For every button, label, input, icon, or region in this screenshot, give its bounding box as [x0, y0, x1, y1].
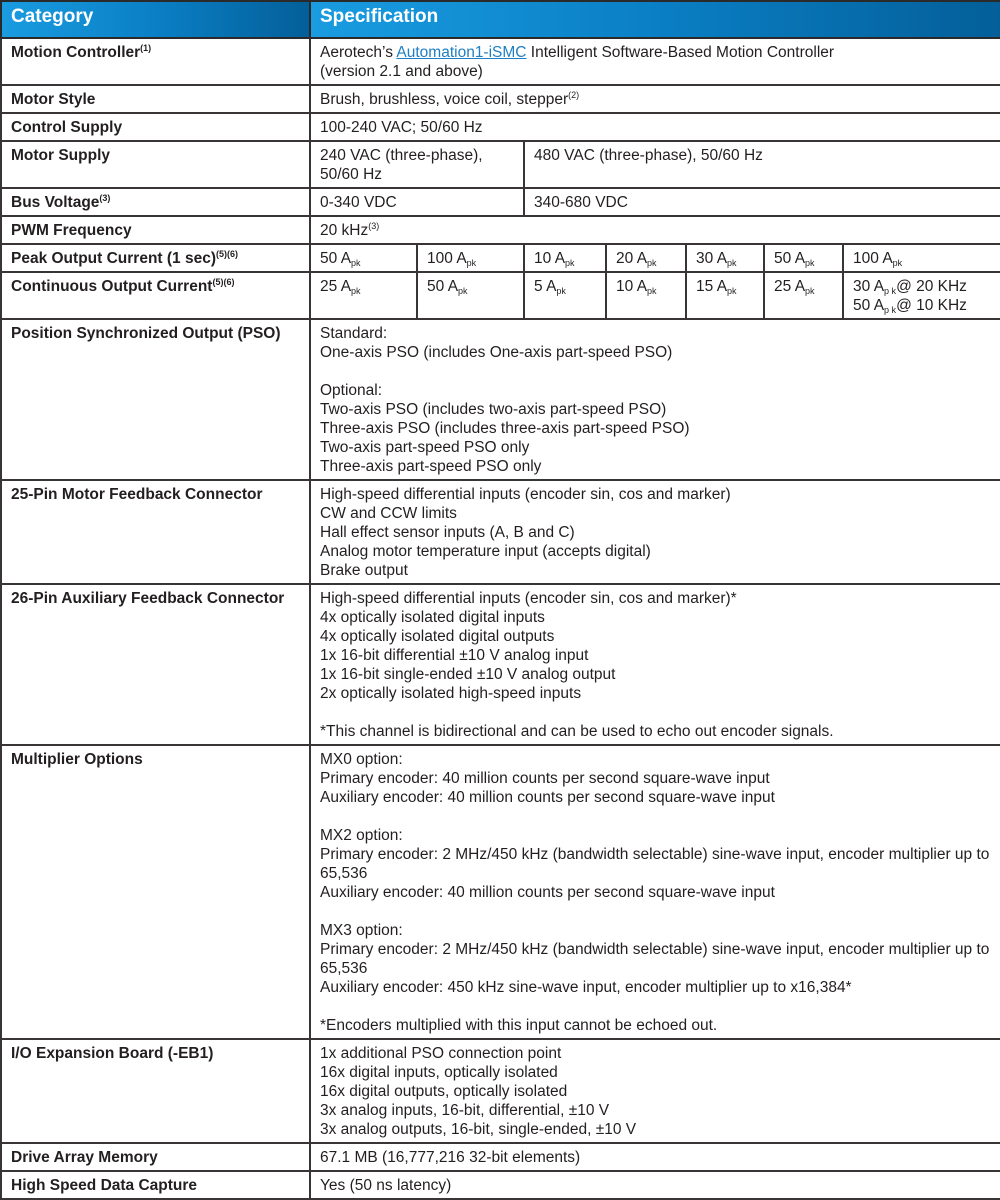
value-line: 1x additional PSO connection point [320, 1045, 562, 1062]
current-value: 30 [696, 250, 714, 267]
value-line: Primary encoder: 2 MHz/450 kHz (bandwidth selectable) sine-wave input, encoder multiplier up to 65,536 [320, 941, 994, 977]
table-row-motor-feedback-connector [1, 480, 1000, 584]
unit: A [873, 278, 885, 295]
current-value: 50 [853, 297, 871, 314]
unit-sub: pk [458, 286, 468, 296]
current-cell [524, 272, 606, 319]
value-line: One-axis PSO (includes One-axis part-speed PSO) [320, 344, 673, 361]
value-line: High-speed differential inputs (encoder sin, cos and marker) [320, 486, 731, 503]
unit-sub: pk [892, 258, 903, 268]
footnote-ref: (3) [99, 193, 111, 203]
row-label: 26-Pin Auxiliary Feedback Connector [1, 584, 310, 745]
value-line [853, 296, 993, 315]
row-label: I/O Expansion Board (-EB1) [1, 1039, 310, 1143]
unit-sub: pk [727, 286, 737, 296]
row-label: Drive Array Memory [1, 1143, 310, 1171]
table-row-peak-output-current [1, 244, 1000, 272]
current-value: 10 [616, 278, 634, 295]
unit-sub: pk [351, 286, 361, 296]
table-row-drive-array-memory [1, 1143, 1000, 1171]
current-value: 50 [774, 250, 792, 267]
row-label [1, 38, 310, 85]
spacer [320, 997, 993, 1016]
current-value: 100 [427, 250, 453, 267]
row-value [310, 480, 1000, 584]
current-cell [606, 244, 686, 272]
table-row-motor-style [1, 85, 1000, 113]
spacer [320, 703, 993, 722]
unit: A [636, 278, 648, 295]
current-value: 50 [427, 278, 445, 295]
footnote-ref: (2) [568, 90, 580, 100]
unit: A [882, 250, 893, 267]
value-line: CW and CCW limits [320, 505, 457, 522]
current-cell [764, 244, 843, 272]
label-text: Peak Output Current (1 sec) [11, 250, 216, 267]
value-line: 16x digital outputs, optically isolated [320, 1083, 568, 1100]
value-line: 3x analog outputs, 16-bit, single-ended, ±10 V [320, 1121, 637, 1138]
unit: A [716, 278, 728, 295]
unit: A [794, 250, 806, 267]
row-value [310, 319, 1000, 480]
footnote-ref: (3) [368, 221, 380, 231]
value-line: Auxiliary encoder: 450 kHz sine-wave input, encoder multiplier up to x16,384* [320, 979, 852, 996]
row-value-high: 340-680 VDC [524, 188, 1000, 216]
current-value: 15 [696, 278, 714, 295]
value-line: 50/60 Hz [320, 166, 383, 183]
table-row-io-expansion-board [1, 1039, 1000, 1143]
row-label: Multiplier Options [1, 745, 310, 1039]
footnote-ref: (1) [140, 43, 152, 53]
row-value [310, 38, 1000, 85]
label-text: Motion Controller [11, 44, 141, 61]
row-value [310, 1039, 1000, 1143]
value-line: Three-axis PSO (includes three-axis part-speed PSO) [320, 420, 690, 437]
row-value-low: 0-340 VDC [310, 188, 524, 216]
unit: A [873, 297, 885, 314]
value-text: 20 kHz [320, 222, 369, 239]
value-line: 4x optically isolated digital inputs [320, 609, 545, 626]
current-cell [686, 244, 764, 272]
table-row-auxiliary-feedback-connector [1, 584, 1000, 745]
current-cell [524, 244, 606, 272]
table-header-row [1, 1, 1000, 38]
unit: A [456, 250, 467, 267]
row-label: Motor Style [1, 85, 310, 113]
spacer [320, 902, 993, 921]
footnote-ref: (5)(6) [212, 277, 235, 287]
current-value: 25 [320, 278, 338, 295]
current-cell [310, 272, 417, 319]
unit-sub: p k [884, 286, 897, 296]
unit: A [554, 250, 566, 267]
row-label: PWM Frequency [1, 216, 310, 244]
value-line: Hall effect sensor inputs (A, B and C) [320, 524, 575, 541]
unit: A [340, 250, 352, 267]
footnote-ref: (5)(6) [216, 249, 238, 259]
row-label: 25-Pin Motor Feedback Connector [1, 480, 310, 584]
automation1-ismc-link[interactable]: Automation1-iSMC [396, 44, 527, 61]
footnote-text: *Encoders multiplied with this input cannot be echoed out. [320, 1017, 718, 1034]
unit-sub: pk [805, 258, 815, 268]
value-line: (version 2.1 and above) [320, 63, 483, 80]
value-line: Auxiliary encoder: 40 million counts per second square-wave input [320, 789, 775, 806]
unit-sub: pk [647, 258, 657, 268]
unit-sub: pk [466, 258, 477, 268]
value-line: Three-axis part-speed PSO only [320, 458, 542, 475]
value-line: 3x analog inputs, 16-bit, differential, ±10 V [320, 1102, 610, 1119]
table-row-control-supply [1, 113, 1000, 141]
unit: A [546, 278, 557, 295]
label-text: Continuous Output Current [11, 278, 213, 295]
current-value: 50 [320, 250, 338, 267]
current-cell [310, 244, 417, 272]
row-value [310, 85, 1000, 113]
value-line [853, 277, 993, 296]
table-row-pwm-frequency [1, 216, 1000, 244]
row-value [310, 584, 1000, 745]
unit: A [636, 250, 648, 267]
row-label: Position Synchronized Output (PSO) [1, 319, 310, 480]
current-value: 10 [534, 250, 552, 267]
table-row-continuous-output-current [1, 272, 1000, 319]
value-line: 1x 16-bit differential ±10 V analog input [320, 647, 589, 664]
header-category: Category [1, 1, 310, 38]
row-value: 100-240 VAC; 50/60 Hz [310, 113, 1000, 141]
value-line: Brake output [320, 562, 408, 579]
current-cell [843, 272, 1000, 319]
unit-sub: pk [565, 258, 575, 268]
section-heading: Standard: [320, 325, 388, 342]
value-line: Primary encoder: 40 million counts per second square-wave input [320, 770, 770, 787]
current-cell [606, 272, 686, 319]
value-line: Analog motor temperature input (accepts digital) [320, 543, 651, 560]
table-row-motor-supply [1, 141, 1000, 188]
current-cell [843, 244, 1000, 272]
current-value: 30 [853, 278, 871, 295]
value-line: 1x 16-bit single-ended ±10 V analog output [320, 666, 616, 683]
row-label [1, 244, 310, 272]
footnote-text: *This channel is bidirectional and can be used to echo out encoder signals. [320, 723, 834, 740]
current-cell [417, 272, 524, 319]
row-value-240vac [310, 141, 524, 188]
value-line: 2x optically isolated high-speed inputs [320, 685, 582, 702]
row-value [310, 745, 1000, 1039]
row-label [1, 188, 310, 216]
header-specification: Specification [310, 1, 1000, 38]
current-value: 5 [534, 278, 543, 295]
table-row-motion-controller [1, 38, 1000, 85]
unit-sub: pk [556, 286, 566, 296]
row-value: Yes (50 ns latency) [310, 1171, 1000, 1199]
unit: A [794, 278, 806, 295]
table-row-pso [1, 319, 1000, 480]
value-line: High-speed differential inputs (encoder sin, cos and marker)* [320, 590, 737, 607]
unit-sub: pk [727, 258, 737, 268]
current-value: 25 [774, 278, 792, 295]
section-heading: MX0 option: [320, 751, 403, 768]
row-value [310, 216, 1000, 244]
value-line: 4x optically isolated digital outputs [320, 628, 555, 645]
value-suffix: Intelligent Software-Based Motion Controller [526, 44, 835, 61]
value-prefix: Aerotech’s [320, 44, 397, 61]
value-text: Brush, brushless, voice coil, stepper [320, 91, 569, 108]
unit-sub: p k [884, 305, 897, 315]
value-line: Two-axis part-speed PSO only [320, 439, 530, 456]
unit-sub: pk [805, 286, 815, 296]
current-cell [417, 244, 524, 272]
current-cell [686, 272, 764, 319]
row-label: Control Supply [1, 113, 310, 141]
section-heading: MX2 option: [320, 827, 403, 844]
frequency-suffix: @ 10 KHz [896, 297, 967, 314]
spacer [320, 362, 993, 381]
row-label: High Speed Data Capture [1, 1171, 310, 1199]
row-value-480vac: 480 VAC (three-phase), 50/60 Hz [524, 141, 1000, 188]
value-line: Auxiliary encoder: 40 million counts per second square-wave input [320, 884, 775, 901]
row-label: Motor Supply [1, 141, 310, 188]
section-heading: Optional: [320, 382, 383, 399]
unit: A [447, 278, 459, 295]
unit: A [340, 278, 352, 295]
current-value: 100 [853, 250, 879, 267]
unit-sub: pk [351, 258, 361, 268]
value-line: 240 VAC (three-phase), [320, 147, 483, 164]
table-row-bus-voltage [1, 188, 1000, 216]
spacer [320, 807, 993, 826]
current-cell [764, 272, 843, 319]
table-row-multiplier-options [1, 745, 1000, 1039]
row-label [1, 272, 310, 319]
frequency-suffix: @ 20 KHz [896, 278, 967, 295]
unit: A [716, 250, 728, 267]
value-line: Two-axis PSO (includes two-axis part-speed PSO) [320, 401, 667, 418]
value-line: Primary encoder: 2 MHz/450 kHz (bandwidth selectable) sine-wave input, encoder multiplier up to 65,536 [320, 846, 994, 882]
value-line: 16x digital inputs, optically isolated [320, 1064, 558, 1081]
label-text: Bus Voltage [11, 194, 100, 211]
row-value: 67.1 MB (16,777,216 32-bit elements) [310, 1143, 1000, 1171]
section-heading: MX3 option: [320, 922, 403, 939]
unit-sub: pk [647, 286, 657, 296]
current-value: 20 [616, 250, 634, 267]
